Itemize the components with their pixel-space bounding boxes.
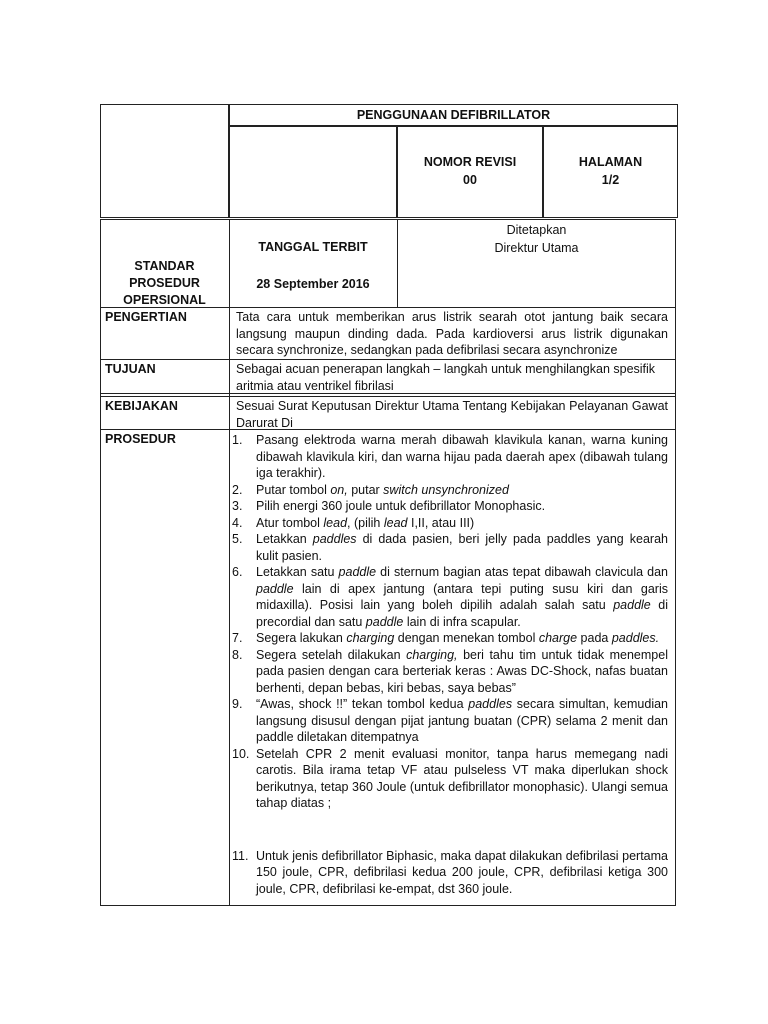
spo-title-line1: STANDAR — [134, 259, 195, 273]
row-line-tujuan — [100, 359, 676, 360]
tanggal-terbit-value: 28 September 2016 — [256, 277, 370, 291]
step-text: “Awas, shock !!” tekan tombol kedua — [256, 697, 469, 711]
kebijakan-label: KEBIJAKAN — [105, 399, 178, 413]
pengertian-label: PENGERTIAN — [105, 310, 187, 324]
document-title: PENGGUNAAN DEFIBRILLATOR — [356, 108, 551, 122]
step-number: 5. — [232, 532, 243, 546]
step-text-italic: paddle — [338, 565, 377, 579]
step-text-italic: paddles — [312, 532, 357, 546]
step-text: dengan menekan tombol — [394, 631, 539, 645]
tanggal-terbit-label: TANGGAL TERBIT — [258, 240, 368, 254]
step-text: Atur tombol — [256, 515, 324, 530]
step-text: Letakkan — [256, 532, 313, 546]
pengertian-text: Tata cara untuk memberikan arus listrik searah otot jantung baik secara langsung maupun dinding dada. Pada kardioversi arus listrik digunakan secara synchronize, sedangkan pada defibrilasi secara asynchronize — [236, 310, 668, 357]
step-text: Setelah CPR 2 menit evaluasi monitor, tanpa harus memegang nadi carotis. Bila irama tetap VF atau pulseless VT maka diperlukan shock berikutnya, tetap 360 Joule (untuk defibrillator monophasic). Ulangi semua tahap diatas ; — [256, 746, 668, 810]
procedure-step — [232, 515, 668, 532]
direktur-utama-label: Direktur Utama — [494, 241, 579, 255]
step-text: , (pilih — [347, 515, 384, 530]
step-text-italic: paddles. — [611, 631, 660, 645]
step-text-italic: charge — [538, 631, 578, 645]
step-text: di precordial dan satu — [256, 598, 668, 629]
step-text-italic: charging — [346, 631, 395, 645]
procedure-step — [232, 696, 668, 746]
procedure-step — [232, 848, 668, 898]
column-divider — [229, 219, 230, 906]
logo-cell — [100, 104, 229, 218]
step-text-italic: paddle — [256, 581, 294, 596]
step-text-italic: paddle — [613, 598, 651, 612]
step-number: 3. — [232, 499, 243, 513]
step-text: Pasang elektroda warna merah dibawah klavikula kanan, warna kuning dibawah klavikula kiri, dan warna hijau pada daerah apex (dibawah tulang iga terakhir). — [256, 433, 668, 480]
step-text: Pilih energi 360 joule untuk defibrillator Monophasic. — [256, 499, 546, 513]
tujuan-label: TUJUAN — [105, 362, 156, 376]
step-text: putar — [347, 482, 384, 497]
step-number: 1. — [232, 433, 243, 447]
step-text-italic: charging, — [406, 647, 458, 662]
step-text: secara simultan, kemudian langsung disusul dengan pijat jantung buatan (CPR) selama 2 menit dan paddle diletakan ditempatnya — [256, 697, 669, 744]
tujuan-text: Sebagai acuan penerapan langkah – langkah untuk menghilangkan spesifik aritmia atau ventrikel fibrilasi — [236, 362, 656, 393]
step-number: 2. — [232, 482, 243, 497]
step-number: 6. — [232, 565, 243, 579]
prosedur-label: PROSEDUR — [105, 432, 176, 446]
procedure-step — [232, 482, 668, 499]
step-number: 10. — [232, 746, 250, 761]
step-number: 11. — [232, 848, 249, 863]
step-text: I,II, atau III) — [407, 515, 475, 530]
nomor-revisi-label: NOMOR REVISI — [423, 155, 517, 169]
row-line-kebijakan — [100, 396, 676, 397]
halaman-label: HALAMAN — [578, 155, 643, 169]
procedure-step — [232, 647, 668, 697]
step-text-italic: lead — [323, 515, 348, 530]
step-text: Putar tombol — [256, 482, 331, 497]
spo-title-line2: PROSEDUR — [129, 276, 200, 290]
step-text: Untuk jenis defibrillator Biphasic, maka dapat dilakukan defibrilasi pertama 150 joule, CPR, defibrilasi kedua 200 joule, CPR, defibrilasi ketiga 300 joule, CPR, defibrilasi ke-empat, dst 360 joule. — [256, 848, 668, 896]
step-text-italic: on, — [330, 482, 348, 497]
ditetapkan-label: Ditetapkan — [506, 223, 567, 237]
halaman-value: 1/2 — [601, 173, 620, 187]
kebijakan-text: Sesuai Surat Keputusan Direktur Utama Tentang Kebijakan Pelayanan Gawat Darurat Di — [236, 399, 668, 430]
step-text-italic: lead — [383, 515, 408, 530]
procedure-step — [232, 531, 668, 564]
step-number: 8. — [232, 647, 243, 662]
step-number: 9. — [232, 697, 243, 711]
step-number: 4. — [232, 515, 243, 530]
procedure-step — [232, 564, 668, 630]
procedure-step — [232, 498, 668, 515]
step-number: 7. — [232, 631, 243, 645]
step-text-italic: paddles — [468, 697, 513, 711]
procedure-step — [232, 630, 668, 647]
doc-number-cell — [229, 126, 397, 218]
procedure-step — [232, 432, 668, 482]
procedure-step — [232, 746, 668, 812]
step-text: lain di apex jantung (antara tepi puting susu kiri dan garis midaxilla). Posisi lain yang boleh dipilih adalah salah satu — [256, 581, 668, 612]
step-text: Segera setelah dilakukan — [256, 647, 407, 662]
step-text: pada — [577, 631, 612, 645]
procedure-list — [232, 432, 668, 897]
nomor-revisi-value: 00 — [463, 173, 477, 187]
step-text-italic: switch unsynchronized — [383, 482, 509, 497]
step-text-italic: paddle — [365, 614, 404, 629]
step-text: beri tahu tim untuk tidak menempel pada pasien dengan cara berteriak keras : Awas DC-Shock, nafas buatan berhenti, depan bebas, kiri bebas, saya bebas” — [256, 647, 668, 695]
step-text: lain di infra scapular. — [403, 614, 521, 629]
step-text: Segera lakukan — [256, 631, 347, 645]
spo-title-line3: OPERSIONAL — [123, 293, 206, 307]
step-text: di sternum bagian atas tepat dibawah clavicula dan — [376, 565, 668, 579]
step-text: di dada pasien, beri jelly pada paddles yang kearah kulit pasien. — [256, 532, 668, 563]
step-text: Letakkan satu — [256, 565, 339, 579]
